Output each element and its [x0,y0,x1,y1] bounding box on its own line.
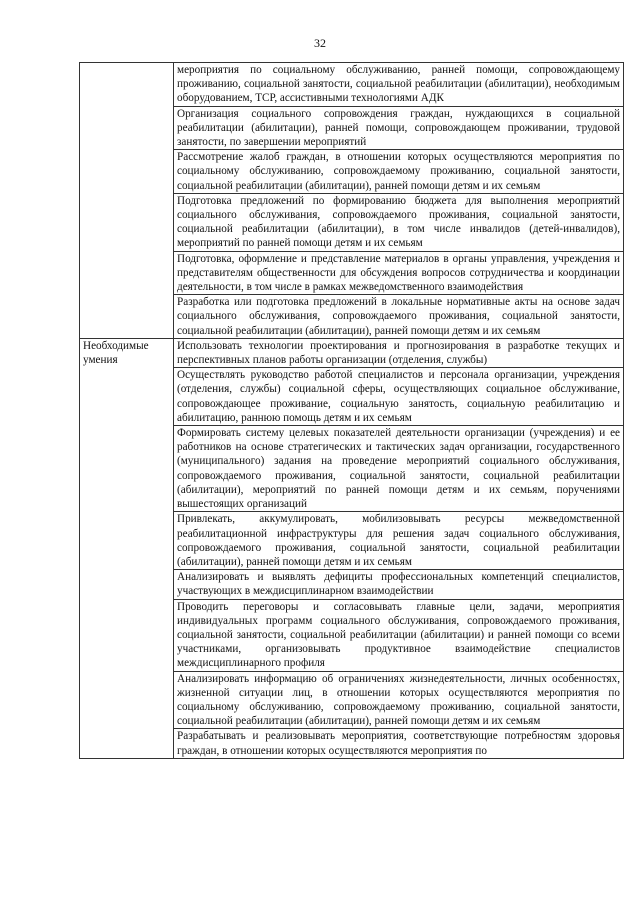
cell-text: Привлекать, аккумулировать, мобилизовывать ресурсы межведомственной реабилитационной инфраструктуры для решения задач социального обслуживания, сопровождаемого проживания, социальной занятости, социальной реабилитации (абилитации), ранней помощи детям и их семьям [177,513,620,568]
table-cell [174,729,624,758]
table-cell [174,512,624,570]
table-cell [174,251,624,295]
cell-text: Проводить переговоры и согласовывать главные цели, задачи, мероприятия индивидуальных программ социального обслуживания, сопровождаемого проживания, социальной занятости, социальной реабилитации (абилитации) и ранней помощи со всеми участниками, организовывать продуктивное взаимодействие специалистов междисциплинарного профиля [177,600,620,670]
qualification-table [79,62,624,759]
empty-label-cell [80,63,174,339]
cell-text: Рассмотрение жалоб граждан, в отношении которых осуществляются мероприятия по социальному обслуживанию, сопровождаемому проживанию, социальной занятости, социальной реабилитации (абилитации), ранней помощи детям и их семьям [177,151,620,192]
table-cell [174,193,624,251]
cell-text: Разработка или подготовка предложений в локальные нормативные акты на основе задач социального обслуживания, сопровождаемого проживания, социальной занятости, социальной реабилитации (абилитации), ранней помощи детям и их семьям [177,296,620,337]
cell-text: Осуществлять руководство работой специалистов и персонала организации, учреждения (отделения, службы) социальной сферы, осуществляющих социальное обслуживание, сопровождающее проживание, социальную занятость, социальную реабилитацию и абилитацию, раннюю помощь детям и их семьям [177,369,620,424]
table-cell [174,426,624,512]
cell-text: Формировать систему целевых показателей деятельности организации (учреждения) и ее работников на основе стратегических и тактических задач организации, государственного (муниципального) задания на проведение мероприятий социального обслуживания, сопровождаемого проживания, социальной занятости, социальной реабилитации (абилитации), мероприятий по ранней помощи детям и их семьям, поручениями вышестоящих организаций [177,427,620,511]
table-cell [174,295,624,339]
table-cell [174,150,624,194]
page-number: 32 [314,36,326,50]
table-cell [174,368,624,426]
skills-label: Необходимые умения [80,338,174,758]
cell-text: Подготовка предложений по формированию бюджета для выполнения мероприятий социального обслуживания, сопровождаемого проживания, социальной занятости, социальной реабилитации (абилитации), в том числе инвалидов (детей-инвалидов), мероприятий по ранней помощи детям и их семьям [177,194,620,250]
table-cell [174,570,624,599]
cell-text: Использовать технологии проектирования и прогнозирования в разработке текущих и перспективных планов работы организации (отделения, службы) [177,339,620,367]
cell-text: Организация социального сопровождения граждан, нуждающихся в социальной реабилитации (абилитации), ранней помощи, сопровождающем проживании, трудовой занятости, по завершении мероприятий [177,107,620,149]
table-cell [174,338,624,367]
table-cell [174,599,624,671]
cell-text: Анализировать информацию об ограничениях жизнедеятельности, личных особенностях, жизненной ситуации лиц, в отношении которых осуществляются мероприятия по социальному обслуживанию, сопровождаемому проживанию, социальной занятости, социальной реабилитации (абилитации), ранней помощи детям и их семьям [177,672,620,728]
table-cell [174,106,624,150]
cell-text: Анализировать и выявлять дефициты профессиональных компетенций специалистов, участвующих в междисциплинарном взаимодействии [177,571,620,598]
cell-text: мероприятия по социальному обслуживанию, ранней помощи, сопровождающему проживанию, социальной занятости, социальной реабилитации (абилитации), необходимым оборудованием, ТСР, ассистивными технологиями АДК [177,64,620,105]
cell-text: Подготовка, оформление и представление материалов в органы управления, учреждения и представителям общественности для обсуждения вопросов сотрудничества и координации деятельности, в том числе в рамках межведомственного взаимодействия [177,252,620,294]
table-cell [174,63,624,107]
cell-text: Разрабатывать и реализовывать мероприятия, соответствующие потребностям здоровья граждан, в отношении которых осуществляются мероприятия по [177,730,620,757]
table-cell [174,671,624,729]
table-row [80,338,624,367]
table-row [80,63,624,107]
